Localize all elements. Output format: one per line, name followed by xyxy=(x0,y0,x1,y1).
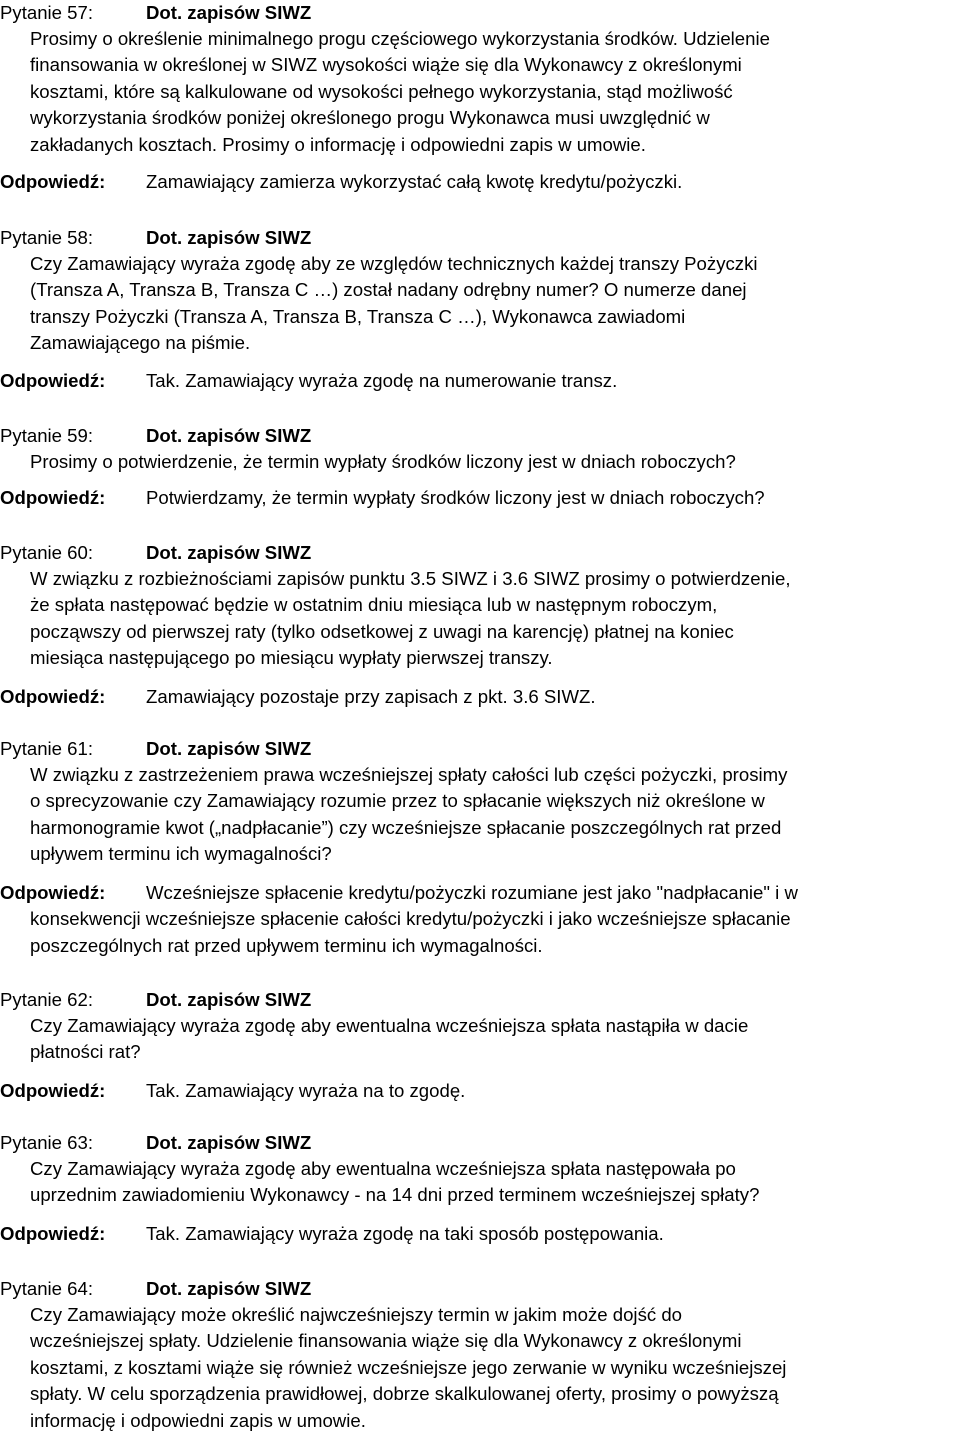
question-line: Zamawiającego na piśmie. xyxy=(30,332,251,354)
answer-line xyxy=(0,880,958,906)
question-line: W związku z zastrzeżeniem prawa wcześniejszej spłaty całości lub części pożyczki, prosimy xyxy=(30,764,788,785)
question-section: Dot. zapisów SIWZ xyxy=(146,425,312,446)
question-section: Dot. zapisów SIWZ xyxy=(146,989,312,1010)
question-label: Pytanie 59: xyxy=(0,425,94,446)
question-line: kosztami, które są kalkulowane od wysokości pełnego wykorzystania, stąd możliwość xyxy=(30,80,733,102)
answer-label: Odpowiedź: xyxy=(0,370,106,391)
question-header xyxy=(0,0,958,26)
question-label: Pytanie 57: xyxy=(0,2,94,23)
answer-59 xyxy=(0,485,958,511)
question-64 xyxy=(0,1276,958,1434)
question-57 xyxy=(0,0,958,158)
answer-line: konsekwencji wcześniejsze spłacenie całości kredytu/pożyczki i jako wcześniejsze spłacanie xyxy=(30,908,791,930)
answer-label: Odpowiedź: xyxy=(0,487,106,508)
question-section: Dot. zapisów SIWZ xyxy=(146,738,312,759)
question-line: Prosimy o potwierdzenie, że termin wypłaty środków liczony jest w dniach roboczych? xyxy=(30,451,736,472)
answer-label: Odpowiedź: xyxy=(0,1223,106,1244)
question-body xyxy=(0,566,958,672)
answer-text: Zamawiający pozostaje przy zapisach z pkt. 3.6 SIWZ. xyxy=(146,686,596,707)
question-line: Prosimy o określenie minimalnego progu częściowego wykorzystania środków. Udzielenie xyxy=(30,28,770,49)
answer-text: Wcześniejsze spłacenie kredytu/pożyczki rozumiane jest jako "nadpłacanie" i w xyxy=(146,882,798,903)
question-section: Dot. zapisów SIWZ xyxy=(146,1132,312,1153)
question-label: Pytanie 64: xyxy=(0,1278,94,1299)
question-line: wykorzystania środków poniżej określonego progu Wykonawca musi uwzględnić w xyxy=(30,107,710,129)
answer-label: Odpowiedź: xyxy=(0,686,106,707)
question-line: Czy Zamawiający wyraża zgodę aby ewentualna wcześniejsza spłata następowała po xyxy=(30,1158,736,1179)
question-header xyxy=(0,225,958,251)
question-line: wcześniejszej spłaty. Udzielenie finansowania wiąże się dla Wykonawcy z określonymi xyxy=(30,1330,742,1352)
question-line: harmonogramie kwot („nadpłacanie”) czy wcześniejsze spłacanie poszczególnych rat przed xyxy=(30,816,782,838)
question-line: Czy Zamawiający wyraża zgodę aby ewentualna wcześniejsza spłata nastąpiła w dacie xyxy=(30,1015,749,1036)
question-line: o sprecyzowanie czy Zamawiający rozumie przez to spłacanie większych niż określone w xyxy=(30,790,765,812)
question-section: Dot. zapisów SIWZ xyxy=(146,2,312,23)
answer-60 xyxy=(0,684,958,710)
question-label: Pytanie 62: xyxy=(0,989,94,1010)
answer-text: Tak. Zamawiający wyraża zgodę na taki sposób postępowania. xyxy=(146,1223,664,1244)
question-line: Czy Zamawiający może określić najwcześniejszy termin w jakim może dojść do xyxy=(30,1304,683,1325)
answer-text: Zamawiający zamierza wykorzystać całą kwotę kredytu/pożyczki. xyxy=(146,171,683,192)
answer-label: Odpowiedź: xyxy=(0,1080,106,1101)
question-header xyxy=(0,540,958,566)
question-line: kosztami, z kosztami wiąże się również wcześniejsze jego zerwanie w wyniku wcześniejszej xyxy=(30,1356,787,1378)
question-label: Pytanie 61: xyxy=(0,738,94,759)
question-line: począwszy od pierwszej raty (tylko odsetkowej z uwagi na karencję) płatnej na koniec xyxy=(30,620,734,642)
question-61 xyxy=(0,736,958,868)
question-section: Dot. zapisów SIWZ xyxy=(146,227,312,248)
question-line: zakładanych kosztach. Prosimy o informację i odpowiedni zapis w umowie. xyxy=(30,133,646,155)
question-line: że spłata następować będzie w ostatnim dniu miesiąca lub w następnym roboczym, xyxy=(30,594,718,616)
question-line: W związku z rozbieżnościami zapisów punktu 3.5 SIWZ i 3.6 SIWZ prosimy o potwierdzenie, xyxy=(30,568,791,589)
question-body xyxy=(0,251,958,357)
question-line: (Transza A, Transza B, Transza C …) został nadany odrębny numer? O numerze danej xyxy=(30,279,747,301)
question-body xyxy=(0,1156,958,1209)
answer-text: Tak. Zamawiający wyraża zgodę na numerowanie transz. xyxy=(146,370,618,391)
question-header xyxy=(0,736,958,762)
question-header xyxy=(0,987,958,1013)
answer-63 xyxy=(0,1221,958,1247)
answer-text: Tak. Zamawiający wyraża na to zgodę. xyxy=(146,1080,466,1101)
question-header xyxy=(0,423,958,449)
question-line: miesiąca następującego po miesiącu wypłaty pierwszej transzy. xyxy=(30,647,553,669)
question-line: spłaty. W celu sporządzenia prawidłowej, dobrze skalkulowanej oferty, prosimy o powyższą xyxy=(30,1383,779,1405)
answer-line: poszczególnych rat przed upływem terminu ich wymagalności. xyxy=(30,934,543,956)
question-section: Dot. zapisów SIWZ xyxy=(146,542,312,563)
answer-text: Potwierdzamy, że termin wypłaty środków liczony jest w dniach roboczych? xyxy=(146,487,765,508)
question-line: uprzednim zawiadomieniu Wykonawcy - na 14 dni przed terminem wcześniejszej spłaty? xyxy=(30,1184,760,1206)
question-59 xyxy=(0,423,958,475)
answer-62 xyxy=(0,1078,958,1104)
question-label: Pytanie 58: xyxy=(0,227,94,248)
question-63 xyxy=(0,1130,958,1209)
question-body xyxy=(0,26,958,158)
answer-58 xyxy=(0,368,958,394)
answer-57 xyxy=(0,169,958,195)
question-label: Pytanie 60: xyxy=(0,542,94,563)
question-58 xyxy=(0,225,958,357)
question-line: upływem terminu ich wymagalności? xyxy=(30,843,332,865)
question-header xyxy=(0,1130,958,1156)
question-label: Pytanie 63: xyxy=(0,1132,94,1153)
question-body xyxy=(0,1302,958,1434)
question-body xyxy=(0,449,958,475)
question-section: Dot. zapisów SIWZ xyxy=(146,1278,312,1299)
answer-label: Odpowiedź: xyxy=(0,171,106,192)
question-header xyxy=(0,1276,958,1302)
question-line: Czy Zamawiający wyraża zgodę aby ze względów technicznych każdej transzy Pożyczki xyxy=(30,253,758,274)
question-body xyxy=(0,762,958,868)
answer-label: Odpowiedź: xyxy=(0,882,106,903)
question-line: informację i odpowiedni zapis w umowie. xyxy=(30,1409,366,1431)
question-body xyxy=(0,1013,958,1066)
question-60 xyxy=(0,540,958,672)
question-line: płatności rat? xyxy=(30,1041,141,1063)
question-line: transzy Pożyczki (Transza A, Transza B, Transza C …), Wykonawca zawiadomi xyxy=(30,305,686,327)
question-line: finansowania w określonej w SIWZ wysokości wiąże się dla Wykonawcy z określonymi xyxy=(30,54,742,76)
answer-61 xyxy=(0,880,958,959)
question-62 xyxy=(0,987,958,1066)
